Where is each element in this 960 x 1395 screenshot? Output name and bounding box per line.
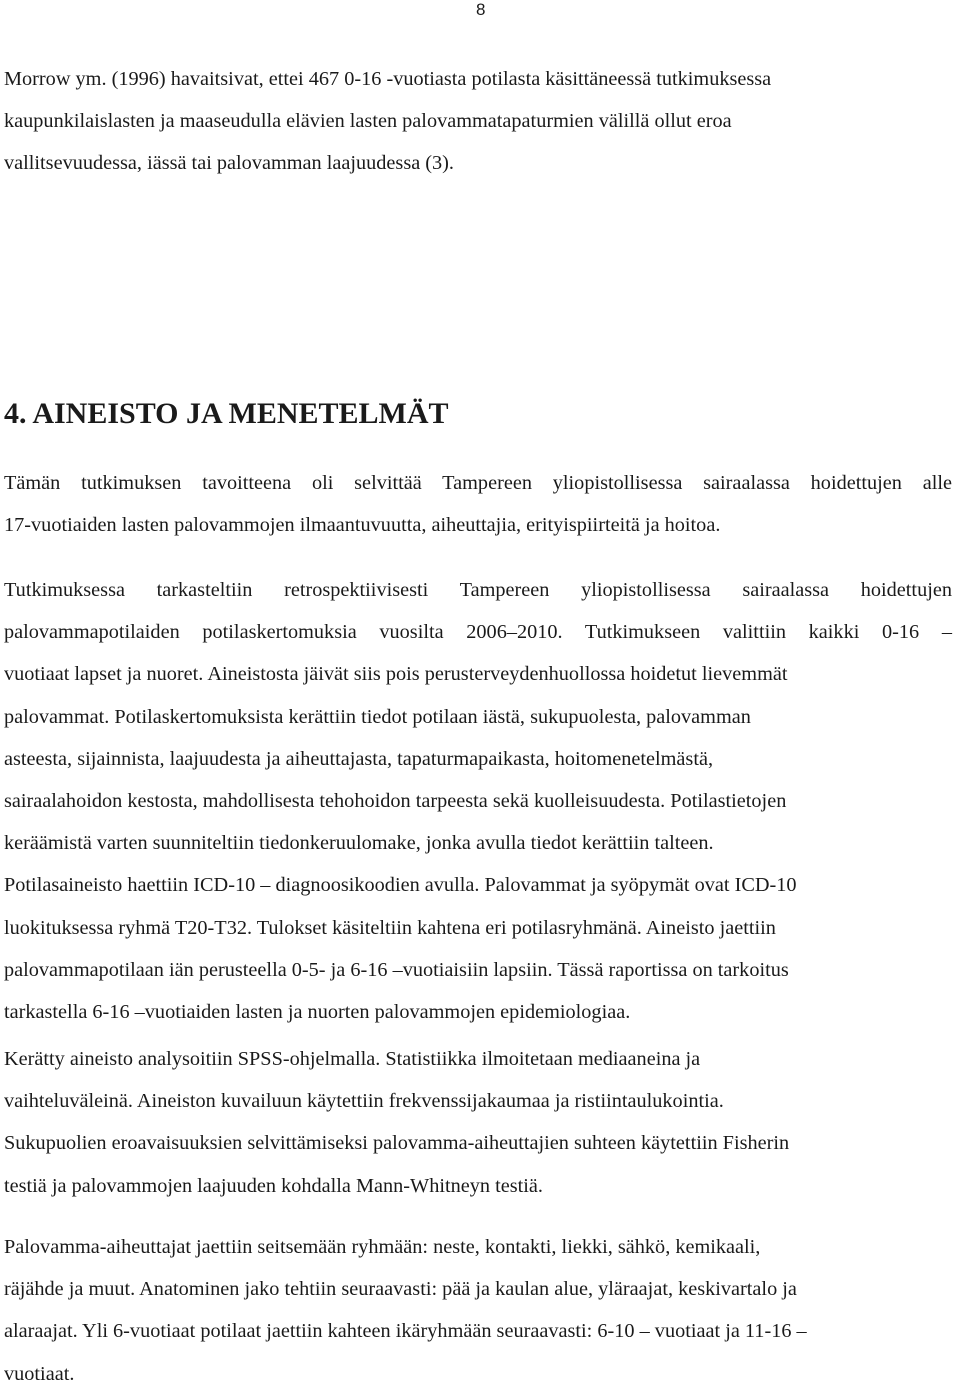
- intro-line: vallitsevuudessa, iässä tai palovamman laajuudessa (3).: [4, 152, 455, 175]
- aim-line: 17-vuotiaiden lasten palovammojen ilmaantuvuutta, aiheuttajia, erityispiirteitä ja hoitoa.: [4, 514, 721, 537]
- methods-line: Tutkimuksessa tarkasteltiin retrospektiivisesti Tampereen yliopistollisessa sairaalassa hoidettujen: [4, 579, 952, 601]
- statistics-line: testiä ja palovammojen laajuuden kohdalla Mann-Whitneyn testiä.: [4, 1174, 543, 1197]
- methods-line: sairaalahoidon kestosta, mahdollisesta tehohoidon tarpeesta sekä kuolleisuudesta. Potilastietojen: [4, 789, 787, 812]
- methods-paragraph: [4, 569, 952, 1033]
- methods-line: keräämistä varten suunniteltiin tiedonkeruulomake, jonka avulla tiedot kerättiin talteen.: [4, 832, 714, 855]
- intro-paragraph: [4, 58, 952, 185]
- methods-line: vuotiaat lapset ja nuoret. Aineistosta jäivät siis pois perusterveydenhuollossa hoidetut lievemmät: [4, 663, 788, 686]
- statistics-paragraph: [4, 1038, 952, 1207]
- groups-paragraph: [4, 1226, 952, 1395]
- groups-line: alaraajat. Yli 6-vuotiaat potilaat jaettiin kahteen ikäryhmään seuraavasti: 6-10 – vuotiaat ja 11-16 –: [4, 1320, 807, 1343]
- methods-line: asteesta, sijainnista, laajuudesta ja aiheuttajasta, tapaturmapaikasta, hoitomenetelmästä,: [4, 747, 714, 770]
- page-number: 8: [476, 0, 486, 19]
- methods-line: luokituksessa ryhmä T20-T32. Tulokset käsiteltiin kahtena eri potilasryhmänä. Aineisto jaettiin: [4, 916, 776, 939]
- intro-line: kaupunkilaislasten ja maaseudulla elävien lasten palovammatapaturmien välillä ollut eroa: [4, 110, 732, 133]
- methods-line: Potilasaineisto haettiin ICD-10 – diagnoosikoodien avulla. Palovammat ja syöpymät ovat ICD-10: [4, 874, 797, 897]
- methods-line: palovammapotilaan iän perusteella 0-5- ja 6-16 –vuotiaisiin lapsiin. Tässä raportissa on tarkoitus: [4, 958, 789, 981]
- statistics-line: Kerätty aineisto analysoitiin SPSS-ohjelmalla. Statistiikka ilmoitetaan mediaaneina ja: [4, 1048, 701, 1070]
- methods-line: tarkastella 6-16 –vuotiaiden lasten ja nuorten palovammojen epidemiologiaa.: [4, 1000, 631, 1023]
- groups-line: vuotiaat.: [4, 1362, 75, 1385]
- intro-line: Morrow ym. (1996) havaitsivat, ettei 467 0-16 -vuotiasta potilasta käsittäneessä tutkimuksessa: [4, 68, 772, 90]
- section-heading: 4. AINEISTO JA MENETELMÄT: [4, 397, 449, 430]
- groups-line: Palovamma-aiheuttajat jaettiin seitsemään ryhmään: neste, kontakti, liekki, sähkö, kemikaali,: [4, 1236, 761, 1258]
- statistics-line: Sukupuolien eroavaisuuksien selvittämiseksi palovamma-aiheuttajien suhteen käytettiin Fisherin: [4, 1132, 790, 1155]
- methods-line: palovammat. Potilaskertomuksista kerättiin tiedot potilaan iästä, sukupuolesta, palovamman: [4, 705, 751, 728]
- groups-line: räjähde ja muut. Anatominen jako tehtiin seuraavasti: pää ja kaulan alue, yläraajat, keskivartalo ja: [4, 1278, 797, 1301]
- aim-paragraph: [4, 462, 952, 546]
- aim-line: Tämän tutkimuksen tavoitteena oli selvittää Tampereen yliopistollisessa sairaalassa hoidettujen alle: [4, 472, 952, 494]
- statistics-line: vaihteluväleinä. Aineiston kuvailuun käytettiin frekvenssijakaumaa ja ristiintaulukointia.: [4, 1090, 724, 1113]
- methods-line: palovammapotilaiden potilaskertomuksia vuosilta 2006–2010. Tutkimukseen valittiin kaikki 0-16 –: [4, 621, 952, 644]
